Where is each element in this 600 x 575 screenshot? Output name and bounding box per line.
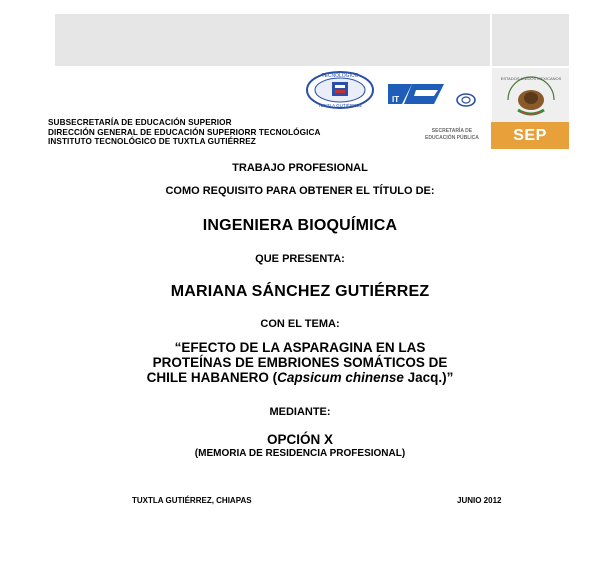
memoria-label: (MEMORIA DE RESIDENCIA PROFESIONAL) — [194, 448, 406, 459]
header-gray-band — [55, 14, 490, 66]
header-gray-box-right — [492, 14, 569, 66]
titulo-grado: INGENIERA BIOQUÍMICA — [202, 217, 398, 234]
tema-line-2: PROTEÍNAS DE EMBRIONES SOMÁTICOS DE — [152, 355, 448, 370]
opcion-label: OPCIÓN X — [266, 432, 333, 447]
especie-cursiva: Capsicum chinense — [277, 370, 404, 385]
trabajo-profesional: TRABAJO PROFESIONAL — [232, 162, 368, 174]
it-logo — [382, 80, 452, 113]
tema-line-3 — [0, 370, 600, 385]
secretaria-line2: EDUCACIÓN PÚBLICA — [425, 134, 479, 141]
dgest-icon — [455, 92, 477, 113]
mediante-label: MEDIANTE: — [269, 406, 331, 418]
sep-logo-text: SEP — [513, 126, 547, 144]
fecha-footer: JUNIO 2012 — [457, 496, 502, 505]
it-mark-text: IT — [392, 95, 400, 104]
header-line-instituto: INSTITUTO TECNOLÓGICO DE TUXTLA GUTIÉRREZ — [48, 137, 256, 146]
logo-text-tec: TECNOLÓGICO — [321, 73, 359, 79]
tema-line-3-pre: CHILE HABANERO ( — [146, 370, 278, 385]
logo-text-tuxtla: TUXTLA GUTIÉRREZ — [317, 103, 363, 108]
tema-line-3-post: Jacq.)” — [403, 370, 454, 385]
header-line-direccion: DIRECCIÓN GENERAL DE EDUCACIÓN SUPERIORR TECNOLÓGICA — [48, 127, 321, 137]
tecnologico-logo — [305, 70, 375, 115]
requisito-text: COMO REQUISITO PARA OBTENER EL TÍTULO DE: — [165, 185, 435, 197]
seal-text: ESTADOS UNIDOS MEXICANOS — [500, 76, 562, 81]
sep-logo — [491, 122, 569, 149]
tema-titulo — [0, 340, 600, 385]
autora-nombre: MARIANA SÁNCHEZ GUTIÉRREZ — [170, 283, 430, 300]
secretaria-line1: SECRETARÍA DE — [431, 128, 473, 134]
que-presenta: QUE PRESENTA: — [255, 253, 345, 265]
institution-header — [48, 118, 321, 147]
header-line-subsecretaria: SUBSECRETARÍA DE EDUCACIÓN SUPERIOR — [48, 118, 232, 127]
tema-line-1: “EFECTO DE LA ASPARAGINA EN LAS — [174, 340, 426, 355]
secretaria-label — [425, 128, 479, 141]
mexico-seal-icon — [500, 72, 562, 125]
lugar-footer: TUXTLA GUTIÉRREZ, CHIAPAS — [132, 496, 252, 505]
con-el-tema: CON EL TEMA: — [260, 318, 340, 330]
